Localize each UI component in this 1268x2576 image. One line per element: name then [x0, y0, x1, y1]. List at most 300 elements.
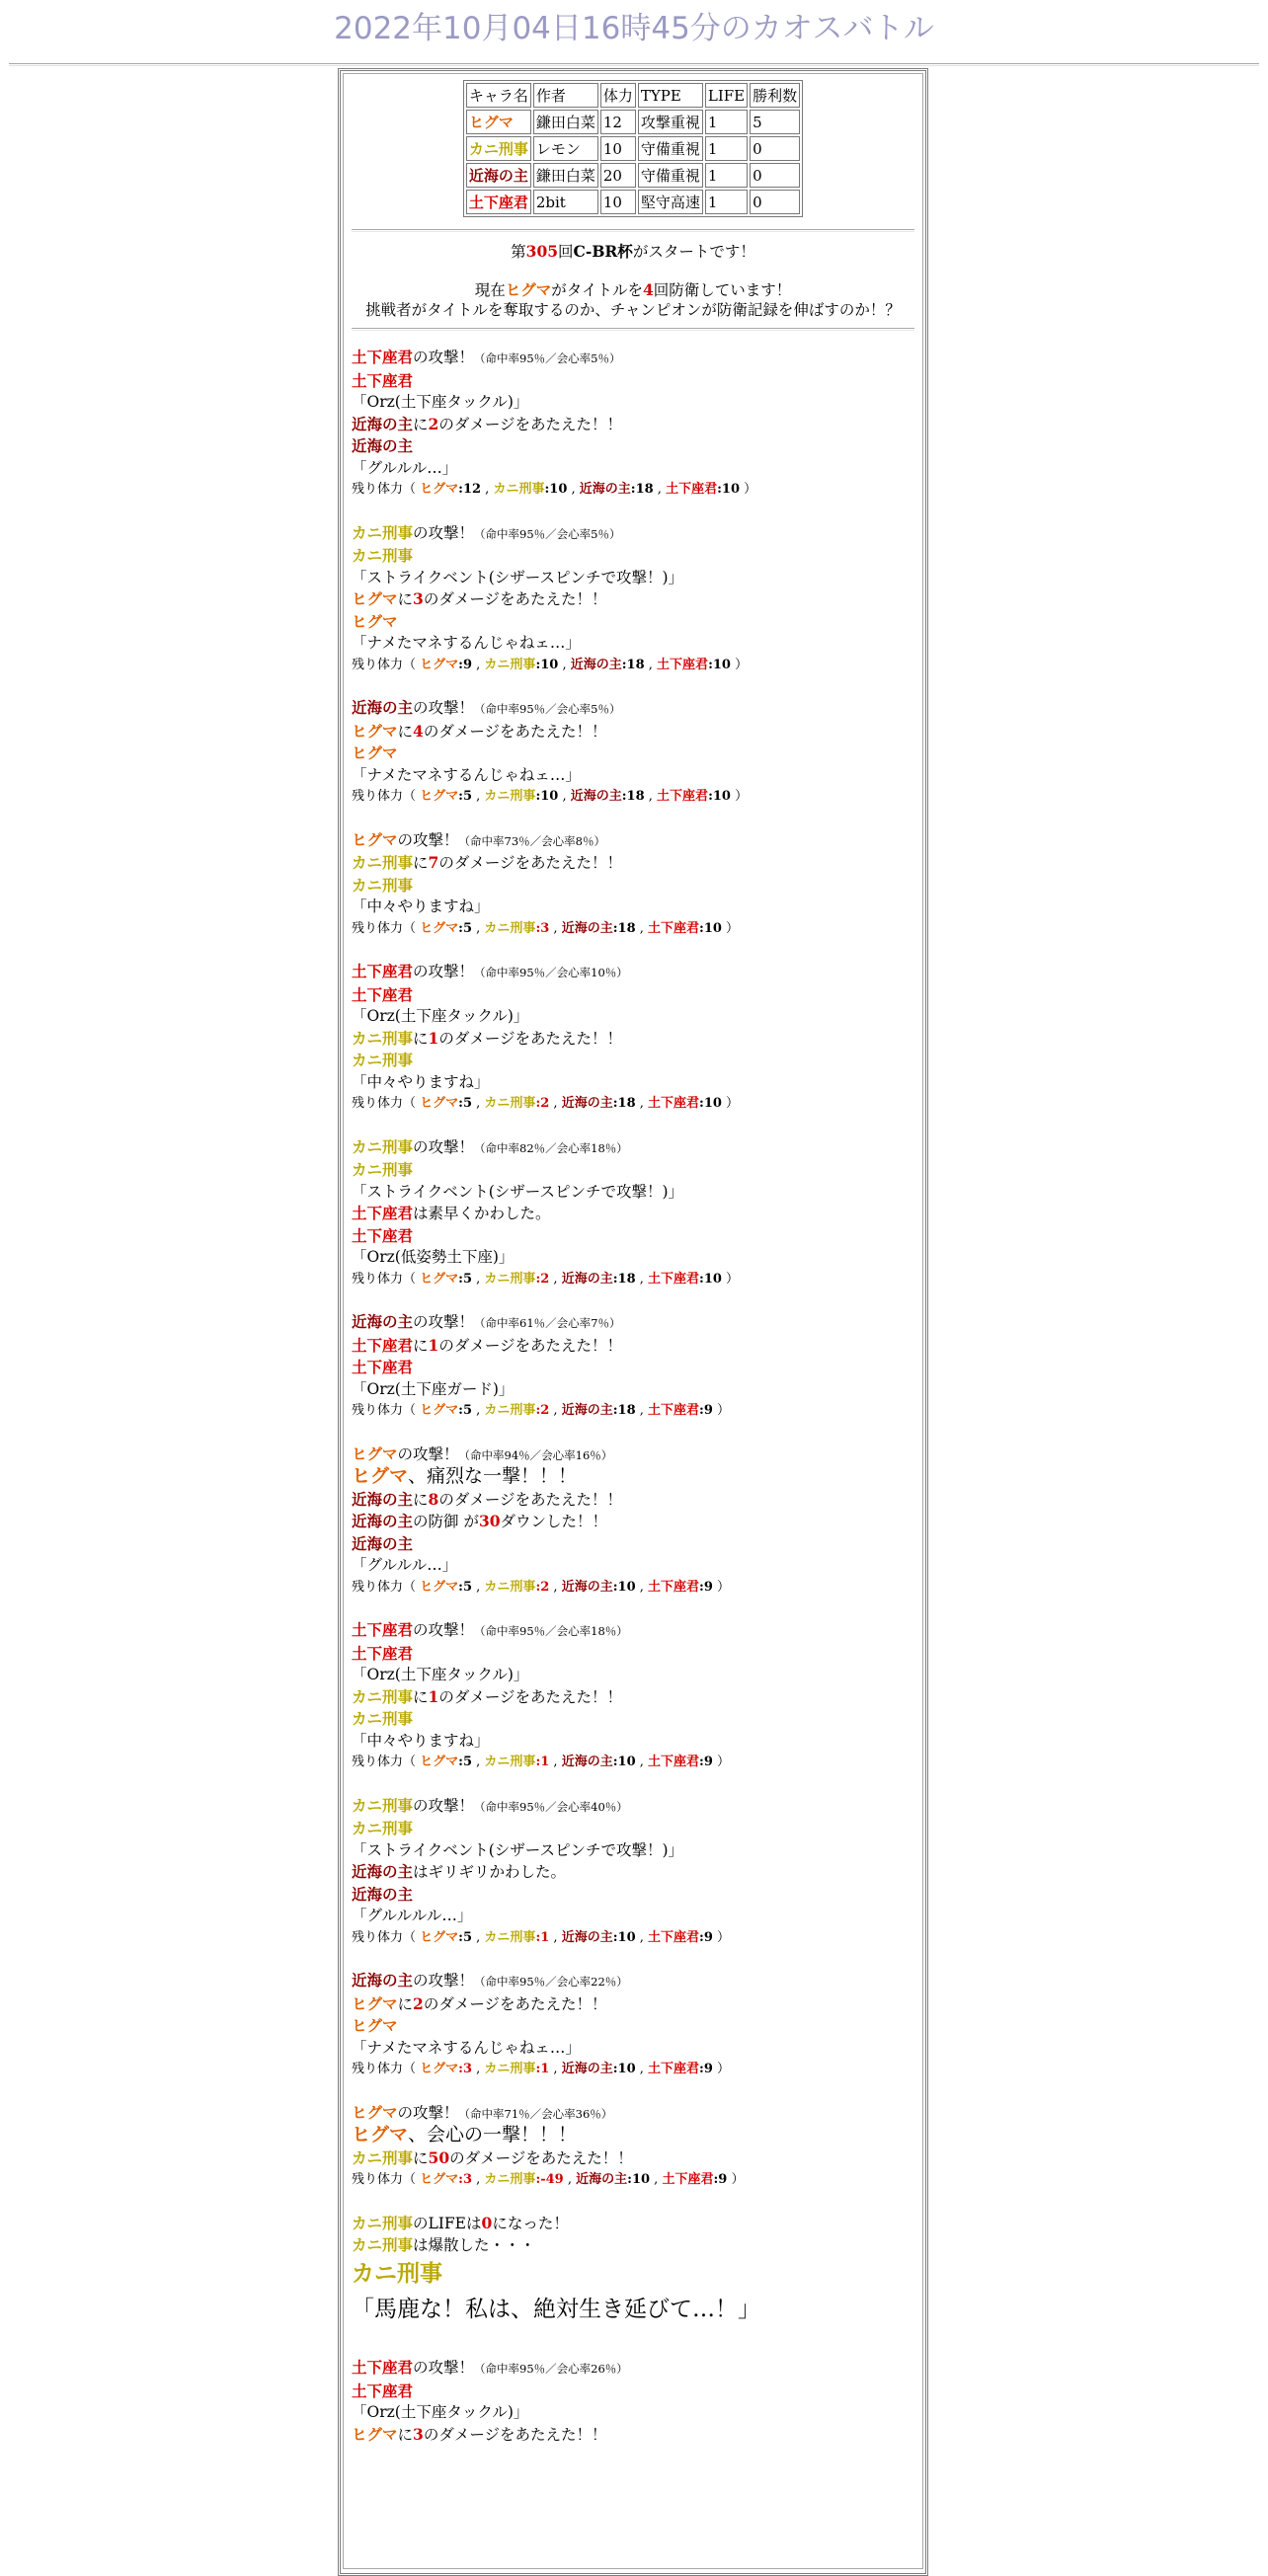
hp-value: :10	[699, 1271, 722, 1287]
character-name: 土下座君	[352, 1225, 414, 1245]
log-text: の防御 が	[413, 1513, 479, 1530]
table-cell: 堅守高速	[638, 190, 703, 214]
character-name: カニ刑事	[352, 2213, 414, 2232]
spacer	[352, 1773, 914, 1795]
log-text: の攻撃！	[413, 523, 475, 542]
log-line	[352, 1311, 914, 1335]
log-text: の攻撃！	[413, 1313, 475, 1331]
damage-value: 1	[428, 1028, 439, 1048]
hp-separator: ,	[635, 1403, 649, 1418]
hp-character-name: 土下座君	[657, 789, 709, 804]
remaining-hp-label: 残り体力（	[352, 1403, 421, 1418]
character-name: 近海の主	[352, 1312, 414, 1331]
remaining-hp-line	[352, 2059, 914, 2080]
hp-character-name: 近海の主	[579, 482, 631, 497]
log-line	[352, 1136, 914, 1160]
log-text: 「Orz(土下座タックル)」	[352, 393, 529, 411]
log-line	[352, 961, 914, 984]
hp-separator: ,	[481, 482, 494, 497]
hp-separator: ,	[635, 920, 649, 936]
character-table	[463, 80, 803, 217]
log-line	[352, 611, 914, 634]
champion-name: ヒグマ	[505, 280, 552, 299]
log-line	[352, 1731, 914, 1753]
log-text: に	[413, 1029, 429, 1048]
battle-turn	[352, 961, 914, 1136]
table-cell: 10	[600, 190, 636, 214]
damage-value: 3	[413, 589, 424, 608]
hp-value: :5	[458, 1403, 473, 1418]
log-line	[352, 1203, 914, 1225]
intro-text: 回	[558, 243, 574, 261]
table-cell: 10	[600, 136, 636, 161]
log-text: に	[397, 1994, 414, 2013]
cup-start-line	[352, 242, 914, 262]
table-header-cell: LIFE	[705, 83, 748, 108]
battle-turn	[352, 1619, 914, 1795]
hp-value: :2	[535, 1271, 550, 1287]
table-cell: 守備重視	[638, 163, 703, 188]
hp-value: :9	[713, 2172, 728, 2187]
hit-rate-note: （命中率73％／会心率8％）	[458, 833, 605, 848]
hit-rate-note: （命中率82％／会心率18％）	[474, 1140, 628, 1155]
hp-separator: ,	[549, 920, 562, 936]
character-name: 土下座君	[352, 1620, 414, 1639]
log-text: に	[413, 1336, 429, 1355]
hp-value: :18	[630, 482, 654, 497]
damage-value: 30	[478, 1512, 501, 1530]
battle-turn	[352, 1444, 914, 1620]
spacer	[352, 262, 914, 280]
hp-character-name: 土下座君	[648, 2062, 700, 2076]
log-text: 「ナメたマネするんじゃねェ…」	[352, 634, 581, 652]
hp-character-name: 土下座君	[648, 920, 700, 936]
hp-value: :10	[612, 1755, 636, 1769]
hp-value: :10	[708, 657, 731, 672]
log-line	[352, 1050, 914, 1072]
hit-rate-note: （命中率95％／会心率5％）	[474, 702, 621, 716]
table-header-cell: 勝利数	[750, 83, 800, 108]
character-name: 近海の主	[352, 1971, 414, 1990]
hp-character-name: 土下座君	[666, 482, 718, 497]
hp-value: :9	[699, 1403, 713, 1418]
spacer	[352, 2080, 914, 2102]
character-name: カニ刑事	[352, 1160, 414, 1179]
hp-value: :5	[458, 789, 473, 804]
log-line	[352, 1840, 914, 1862]
remaining-hp-line	[352, 1927, 914, 1949]
remaining-hp-close: ）	[730, 657, 749, 672]
hp-value: :10	[612, 1929, 636, 1945]
log-text: に	[397, 722, 414, 741]
intro-text: 現在	[474, 281, 506, 299]
hp-character-name: カニ刑事	[484, 1403, 536, 1418]
character-name: ヒグマ	[352, 2016, 398, 2035]
character-name: ヒグマ	[468, 114, 514, 131]
log-text: 「Orz(土下座タックル)」	[352, 2403, 529, 2421]
hp-value: :18	[621, 657, 645, 672]
log-line	[352, 1993, 914, 2016]
table-header-row	[466, 83, 800, 108]
table-header-cell: TYPE	[638, 83, 703, 108]
hp-separator: ,	[549, 1096, 562, 1111]
hit-rate-note: （命中率95％／会心率26％）	[474, 2362, 628, 2376]
log-text: 「ストライクベント(シザースピンチで攻撃！)」	[352, 1182, 684, 1201]
log-text: に	[413, 854, 429, 872]
log-line	[352, 2402, 914, 2424]
spacer	[352, 1115, 914, 1136]
log-line	[352, 742, 914, 765]
hp-value: :2	[535, 1579, 550, 1595]
character-name: 近海の主	[352, 1862, 414, 1881]
log-line	[352, 1533, 914, 1556]
hp-value: :9	[699, 1579, 713, 1595]
hp-character-name: 土下座君	[648, 1271, 700, 1287]
battle-frame-inner	[343, 73, 923, 2569]
character-name: 近海の主	[352, 1884, 414, 1904]
hp-separator: ,	[472, 657, 485, 672]
log-line	[352, 2015, 914, 2038]
battle-turn	[352, 2102, 914, 2213]
remaining-hp-line	[352, 1093, 914, 1115]
log-line	[352, 852, 914, 875]
damage-value: 2	[413, 1993, 424, 2013]
table-row	[466, 110, 800, 134]
spacer	[352, 1290, 914, 1312]
hp-value: :9	[699, 2062, 713, 2076]
hp-value: :18	[612, 1403, 636, 1418]
log-line	[352, 1159, 914, 1182]
hp-character-name: カニ刑事	[484, 920, 536, 936]
battle-frame	[338, 68, 928, 2576]
remaining-hp-close: ）	[721, 1271, 740, 1287]
intro-block	[352, 242, 914, 320]
hit-rate-note: （命中率95％／会心率40％）	[474, 1799, 628, 1814]
log-text: のLIFEは	[413, 2214, 482, 2232]
table-cell: 1	[705, 136, 748, 161]
log-line	[352, 347, 914, 370]
hp-value: :2	[535, 1403, 550, 1418]
character-name: カニ刑事	[352, 1795, 414, 1815]
character-name: 近海の主	[352, 1489, 414, 1509]
table-cell: 鎌田白菜	[533, 110, 598, 134]
log-line	[352, 1225, 914, 1248]
cup-name: C-BR杯	[573, 242, 633, 261]
log-line	[352, 1818, 914, 1840]
remaining-hp-label: 残り体力（	[352, 1096, 421, 1111]
table-cell: 12	[600, 110, 636, 134]
character-name: 土下座君	[352, 962, 414, 980]
log-line	[352, 1466, 914, 1489]
log-text: に	[413, 1687, 429, 1706]
intro-text: がスタートです！	[632, 243, 755, 261]
character-name: 土下座君	[468, 194, 528, 211]
hp-value: :3	[535, 920, 550, 936]
table-cell: 攻撃重視	[638, 110, 703, 134]
remaining-hp-line	[352, 655, 914, 676]
log-text: のダメージをあたえた！！	[438, 415, 623, 433]
hp-character-name: 近海の主	[561, 2062, 613, 2076]
hp-value: :3	[458, 2172, 473, 2187]
character-name: カニ刑事	[352, 1709, 414, 1728]
damage-value: 1	[428, 1335, 439, 1355]
hit-rate-note: （命中率95％／会心率10％）	[474, 966, 628, 979]
remaining-hp-label: 残り体力（	[352, 657, 421, 672]
battle-turn	[352, 1136, 914, 1312]
spacer	[352, 2328, 914, 2336]
log-text: の攻撃！	[397, 830, 459, 849]
log-line	[352, 1861, 914, 1884]
character-name: 土下座君	[352, 2381, 414, 2400]
hp-character-name: ヒグマ	[420, 1929, 459, 1945]
hp-value: :5	[458, 920, 473, 936]
hp-character-name: ヒグマ	[420, 1755, 459, 1769]
table-header-cell: キャラ名	[466, 83, 531, 108]
remaining-hp-close: ）	[712, 1755, 731, 1769]
log-text: のダメージをあたえた！！	[438, 1687, 623, 1706]
hp-separator: ,	[549, 1271, 562, 1287]
log-text: 「グルルル…」	[352, 1556, 458, 1574]
character-name: 土下座君	[352, 2358, 414, 2377]
log-line	[352, 1444, 914, 1467]
hp-character-name: 土下座君	[657, 657, 709, 672]
log-text: の攻撃！	[413, 1621, 475, 1639]
log-text: はギリギリかわした。	[413, 1863, 567, 1881]
hp-separator: ,	[472, 1579, 485, 1595]
character-name: ヒグマ	[352, 829, 398, 849]
hp-separator: ,	[635, 1755, 649, 1769]
log-text: 、痛烈な一撃！！！	[408, 1465, 578, 1487]
table-cell: 1	[705, 190, 748, 214]
hp-value: :10	[535, 789, 559, 804]
log-line	[352, 1665, 914, 1686]
hp-separator: ,	[549, 1929, 562, 1945]
damage-value: 3	[413, 2424, 424, 2444]
hp-character-name: カニ刑事	[484, 2062, 536, 2076]
log-text: 「ナメたマネするんじゃねェ…」	[352, 765, 581, 784]
hp-value: :10	[708, 789, 731, 804]
hp-value: :10	[699, 920, 722, 936]
hp-value: :9	[699, 1929, 713, 1945]
character-name: カニ刑事	[352, 546, 414, 565]
log-line	[352, 1795, 914, 1819]
hp-character-name: 近海の主	[576, 2172, 628, 2187]
character-name: カニ刑事	[352, 2147, 414, 2167]
log-text: 「Orz(土下座タックル)」	[352, 1007, 529, 1025]
character-name: ヒグマ	[352, 743, 398, 762]
hp-value: :5	[458, 1579, 473, 1595]
hp-character-name: ヒグマ	[420, 1271, 459, 1287]
title-divider	[9, 63, 1259, 66]
log-text: のダメージをあたえた！！	[423, 1994, 607, 2013]
hp-separator: ,	[635, 1579, 649, 1595]
character-name: 土下座君	[352, 984, 414, 1004]
character-name: ヒグマ	[352, 589, 398, 608]
hp-value: :18	[612, 1271, 636, 1287]
challenge-line: 挑戦者がタイトルを奪取するのか、チャンピオンが防衛記録を伸ばすのか！？	[365, 301, 901, 319]
log-line	[352, 370, 914, 393]
log-line	[352, 2125, 914, 2147]
log-line	[352, 2357, 914, 2381]
log-line	[352, 2381, 914, 2403]
character-name: カニ刑事	[352, 1051, 414, 1069]
spacer	[352, 501, 914, 522]
hp-character-name: 土下座君	[648, 1579, 700, 1595]
hp-character-name: ヒグマ	[420, 920, 459, 936]
hp-value: :2	[535, 1096, 550, 1111]
character-name: カニ刑事	[352, 875, 414, 895]
battle-turn	[352, 1970, 914, 2102]
hp-separator: ,	[472, 920, 485, 936]
hp-character-name: カニ刑事	[484, 1096, 536, 1111]
character-name-cell	[466, 136, 531, 161]
hp-separator: ,	[558, 789, 571, 804]
log-line	[352, 1247, 914, 1269]
spacer	[352, 808, 914, 829]
last-words-name: カニ刑事	[352, 2259, 442, 2287]
hp-character-name: カニ刑事	[484, 1579, 536, 1595]
hp-character-name: カニ刑事	[484, 789, 536, 804]
hp-character-name: 土下座君	[648, 1403, 700, 1418]
table-cell: レモン	[533, 136, 598, 161]
remaining-hp-close: ）	[727, 2172, 745, 2187]
hp-separator: ,	[472, 1271, 485, 1287]
log-text: の攻撃！	[413, 349, 475, 366]
hp-character-name: カニ刑事	[484, 1271, 536, 1287]
log-line	[352, 1357, 914, 1379]
log-line	[352, 721, 914, 743]
hp-value: :10	[535, 657, 559, 672]
table-cell: 0	[750, 190, 800, 214]
hp-value: :12	[458, 482, 482, 497]
log-line	[352, 1379, 914, 1401]
log-text: のダメージをあたえた！！	[438, 1490, 623, 1509]
hp-separator: ,	[653, 482, 667, 497]
hp-character-name: ヒグマ	[420, 1403, 459, 1418]
intro-text: 第	[511, 243, 526, 261]
spacer	[352, 1599, 914, 1620]
spacer	[352, 2336, 914, 2358]
character-name: ヒグマ	[352, 2102, 398, 2122]
character-name: 土下座君	[352, 1358, 414, 1376]
hp-character-name: カニ刑事	[484, 2172, 536, 2187]
hp-value: :10	[699, 1096, 722, 1111]
log-text: の攻撃！	[413, 2359, 475, 2377]
battle-log	[352, 347, 914, 2446]
log-line	[352, 697, 914, 721]
log-text: のダメージをあたえた！！	[438, 1336, 623, 1355]
character-name: カニ刑事	[352, 1819, 414, 1837]
hp-character-name: 近海の主	[561, 1403, 613, 1418]
hp-separator: ,	[558, 657, 571, 672]
remaining-hp-line	[352, 479, 914, 501]
log-line	[352, 1028, 914, 1051]
log-line	[352, 897, 914, 918]
hp-character-name: ヒグマ	[420, 2062, 459, 2076]
remaining-hp-label: 残り体力（	[352, 789, 421, 804]
hp-character-name: ヒグマ	[420, 1579, 459, 1595]
character-name: 近海の主	[352, 698, 414, 717]
remaining-hp-label: 残り体力（	[352, 2172, 421, 2187]
defense-count: 4	[642, 280, 654, 299]
log-line	[352, 414, 914, 436]
hp-character-name: カニ刑事	[484, 1929, 536, 1945]
log-text: 「ストライクベント(シザースピンチで攻撃！)」	[352, 568, 684, 586]
damage-value: 7	[428, 853, 439, 872]
log-line	[352, 1555, 914, 1577]
log-line	[352, 2102, 914, 2126]
hit-rate-note: （命中率95％／会心率22％）	[474, 1975, 628, 1989]
hp-separator: ,	[635, 1929, 649, 1945]
log-text: のダメージをあたえた！！	[423, 590, 607, 608]
log-text: のダメージをあたえた！！	[438, 1029, 623, 1048]
log-text: に	[413, 415, 429, 433]
hp-separator: ,	[549, 1579, 562, 1595]
log-line	[352, 829, 914, 853]
log-text: の攻撃！	[413, 963, 475, 980]
log-line	[352, 458, 914, 480]
hp-character-name: カニ刑事	[484, 657, 536, 672]
log-line	[352, 392, 914, 414]
log-text: に	[413, 2148, 429, 2167]
hit-rate-note: （命中率71％／会心率36％）	[458, 2106, 613, 2121]
hp-separator: ,	[567, 482, 580, 497]
log-line	[352, 568, 914, 589]
hp-value: :1	[535, 2062, 550, 2076]
character-name: 土下座君	[352, 348, 414, 366]
character-name: 土下座君	[352, 1643, 414, 1663]
hp-separator: ,	[549, 1403, 562, 1418]
log-line	[352, 1643, 914, 1666]
log-text: 「ナメたマネするんじゃねェ…」	[352, 2038, 581, 2057]
hp-character-name: 近海の主	[561, 1755, 613, 1769]
log-text: に	[397, 590, 414, 608]
log-line	[352, 2234, 914, 2257]
log-line	[352, 522, 914, 546]
character-name: 近海の主	[468, 167, 528, 185]
remaining-hp-line	[352, 2169, 914, 2191]
hit-rate-note: （命中率95％／会心率5％）	[474, 351, 621, 365]
character-name: 土下座君	[352, 1204, 414, 1222]
remaining-hp-close: ）	[712, 2062, 731, 2076]
hp-value: :18	[612, 920, 636, 936]
hp-value: :1	[535, 1755, 550, 1769]
damage-value: 8	[428, 1489, 439, 1509]
damage-value: 0	[481, 2213, 493, 2232]
log-line	[352, 545, 914, 568]
spacer	[352, 2191, 914, 2213]
remaining-hp-label: 残り体力（	[352, 920, 421, 936]
hp-value: :10	[612, 1579, 636, 1595]
character-name-cell	[466, 110, 531, 134]
log-text: は爆散した・・・	[413, 2236, 536, 2254]
log-line	[352, 2038, 914, 2060]
log-text: の攻撃！	[413, 1796, 475, 1815]
log-text: 「Orz(土下座ガード)」	[352, 1379, 515, 1398]
hp-separator: ,	[549, 2062, 562, 2076]
hp-separator: ,	[472, 1755, 485, 1769]
log-line	[352, 1072, 914, 1094]
damage-value: 50	[428, 2147, 450, 2167]
remaining-hp-line	[352, 1269, 914, 1290]
hp-value: :5	[458, 1096, 473, 1111]
hp-character-name: ヒグマ	[420, 482, 459, 497]
log-text: のダメージをあたえた！！	[423, 2425, 607, 2444]
hit-rate-note: （命中率95％／会心率5％）	[474, 526, 621, 541]
table-cell: 20	[600, 163, 636, 188]
hp-value: :10	[627, 2172, 651, 2187]
log-text: の攻撃！	[397, 1444, 459, 1463]
